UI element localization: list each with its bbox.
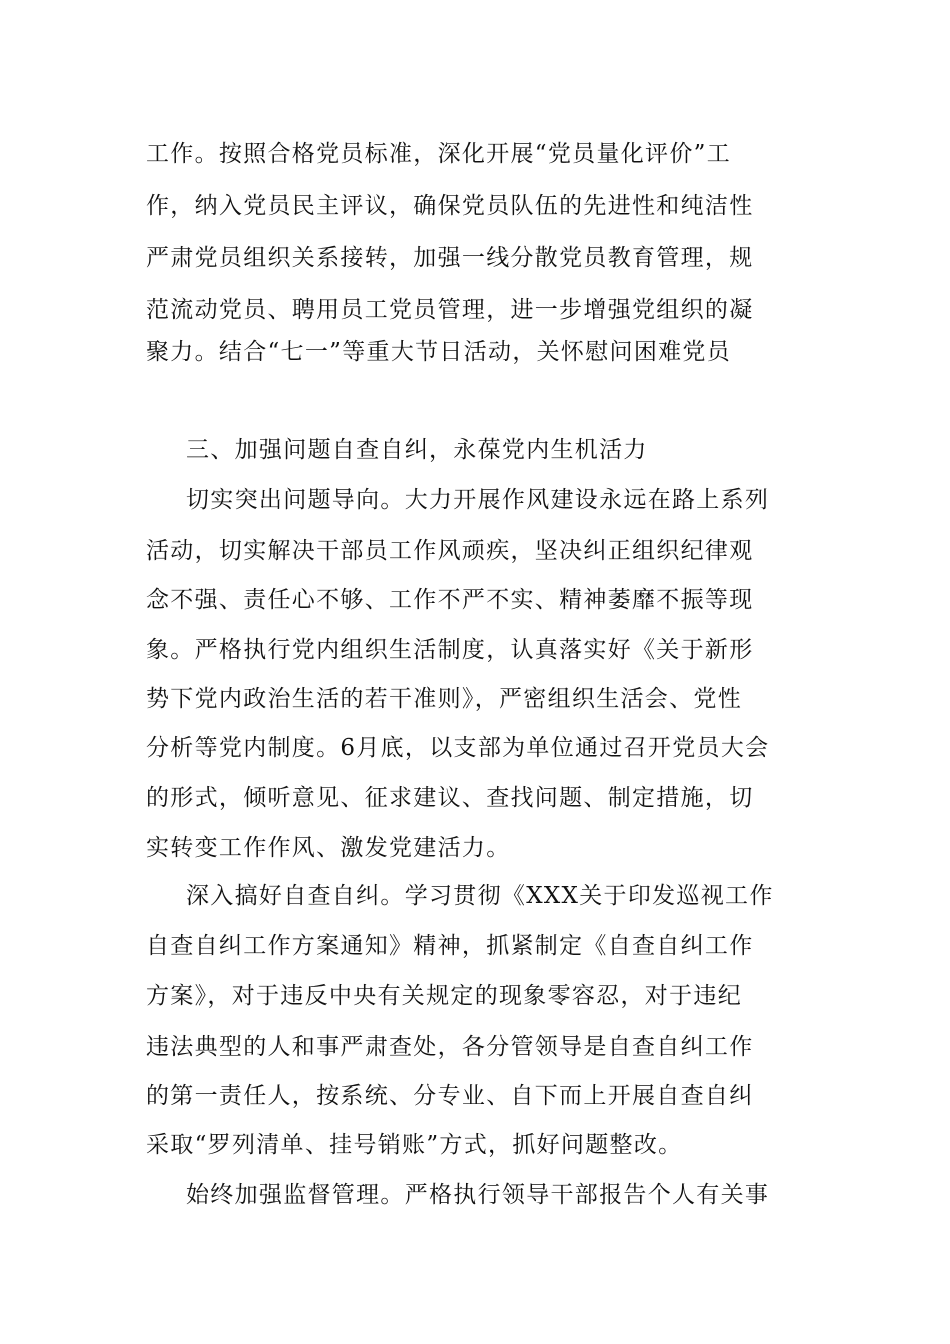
text-line: 采取“罗列清单、挂号销账”方式，抓好问题整改。 — [146, 1132, 683, 1158]
text-line: 象。严格执行党内组织生活制度，认真落实好《关于新形 — [146, 637, 754, 663]
text-line: 作，纳入党员民主评议，确保党员队伍的先进性和纯洁性 — [146, 193, 754, 219]
section-heading: 三、加强问题自查自纠，永葆党内生机活力 — [186, 437, 648, 463]
text-line: 范流动党员、聘用员工党员管理，进一步增强党组织的凝 — [146, 297, 754, 323]
text-line: 深入搞好自查自纠。学习贯彻《XXX关于印发巡视工作 — [186, 883, 774, 909]
text-line: 严肃党员组织关系接转，加强一线分散党员教育管理，规 — [146, 245, 754, 271]
text-line: 活动，切实解决干部员工作风顽疾，坚决纠正组织纪律观 — [146, 538, 754, 564]
text-line: 自查自纠工作方案通知》精神，抓紧制定《自查自纠工作 — [146, 933, 754, 959]
text-line: 切实突出问题导向。大力开展作风建设永远在路上系列 — [186, 487, 770, 513]
text-line: 违法典型的人和事严肃查处，各分管领导是自查自纠工作 — [146, 1034, 754, 1060]
text-line: 实转变工作作风、激发党建活力。 — [146, 835, 511, 861]
text-line: 念不强、责任心不够、工作不严不实、精神萎靡不振等现 — [146, 587, 754, 613]
text-line: 工作。按照合格党员标准，深化开展“党员量化评价”工 — [146, 141, 732, 167]
text-line: 聚力。结合“七一”等重大节日活动，关怀慰问困难党员 — [146, 339, 732, 365]
text-line: 的第一责任人，按系统、分专业、自下而上开展自查自纠 — [146, 1083, 754, 1109]
text-line: 势下党内政治生活的若干准则》，严密组织生活会、党性 — [146, 686, 742, 712]
text-line: 始终加强监督管理。严格执行领导干部报告个人有关事 — [186, 1182, 770, 1208]
text-line: 分析等党内制度。6月底，以支部为单位通过召开党员大会 — [146, 735, 770, 761]
text-line: 的形式，倾听意见、征求建议、查找问题、制定措施，切 — [146, 785, 754, 811]
text-line: 方案》，对于违反中央有关规定的现象零容忍，对于违纪 — [146, 983, 742, 1009]
